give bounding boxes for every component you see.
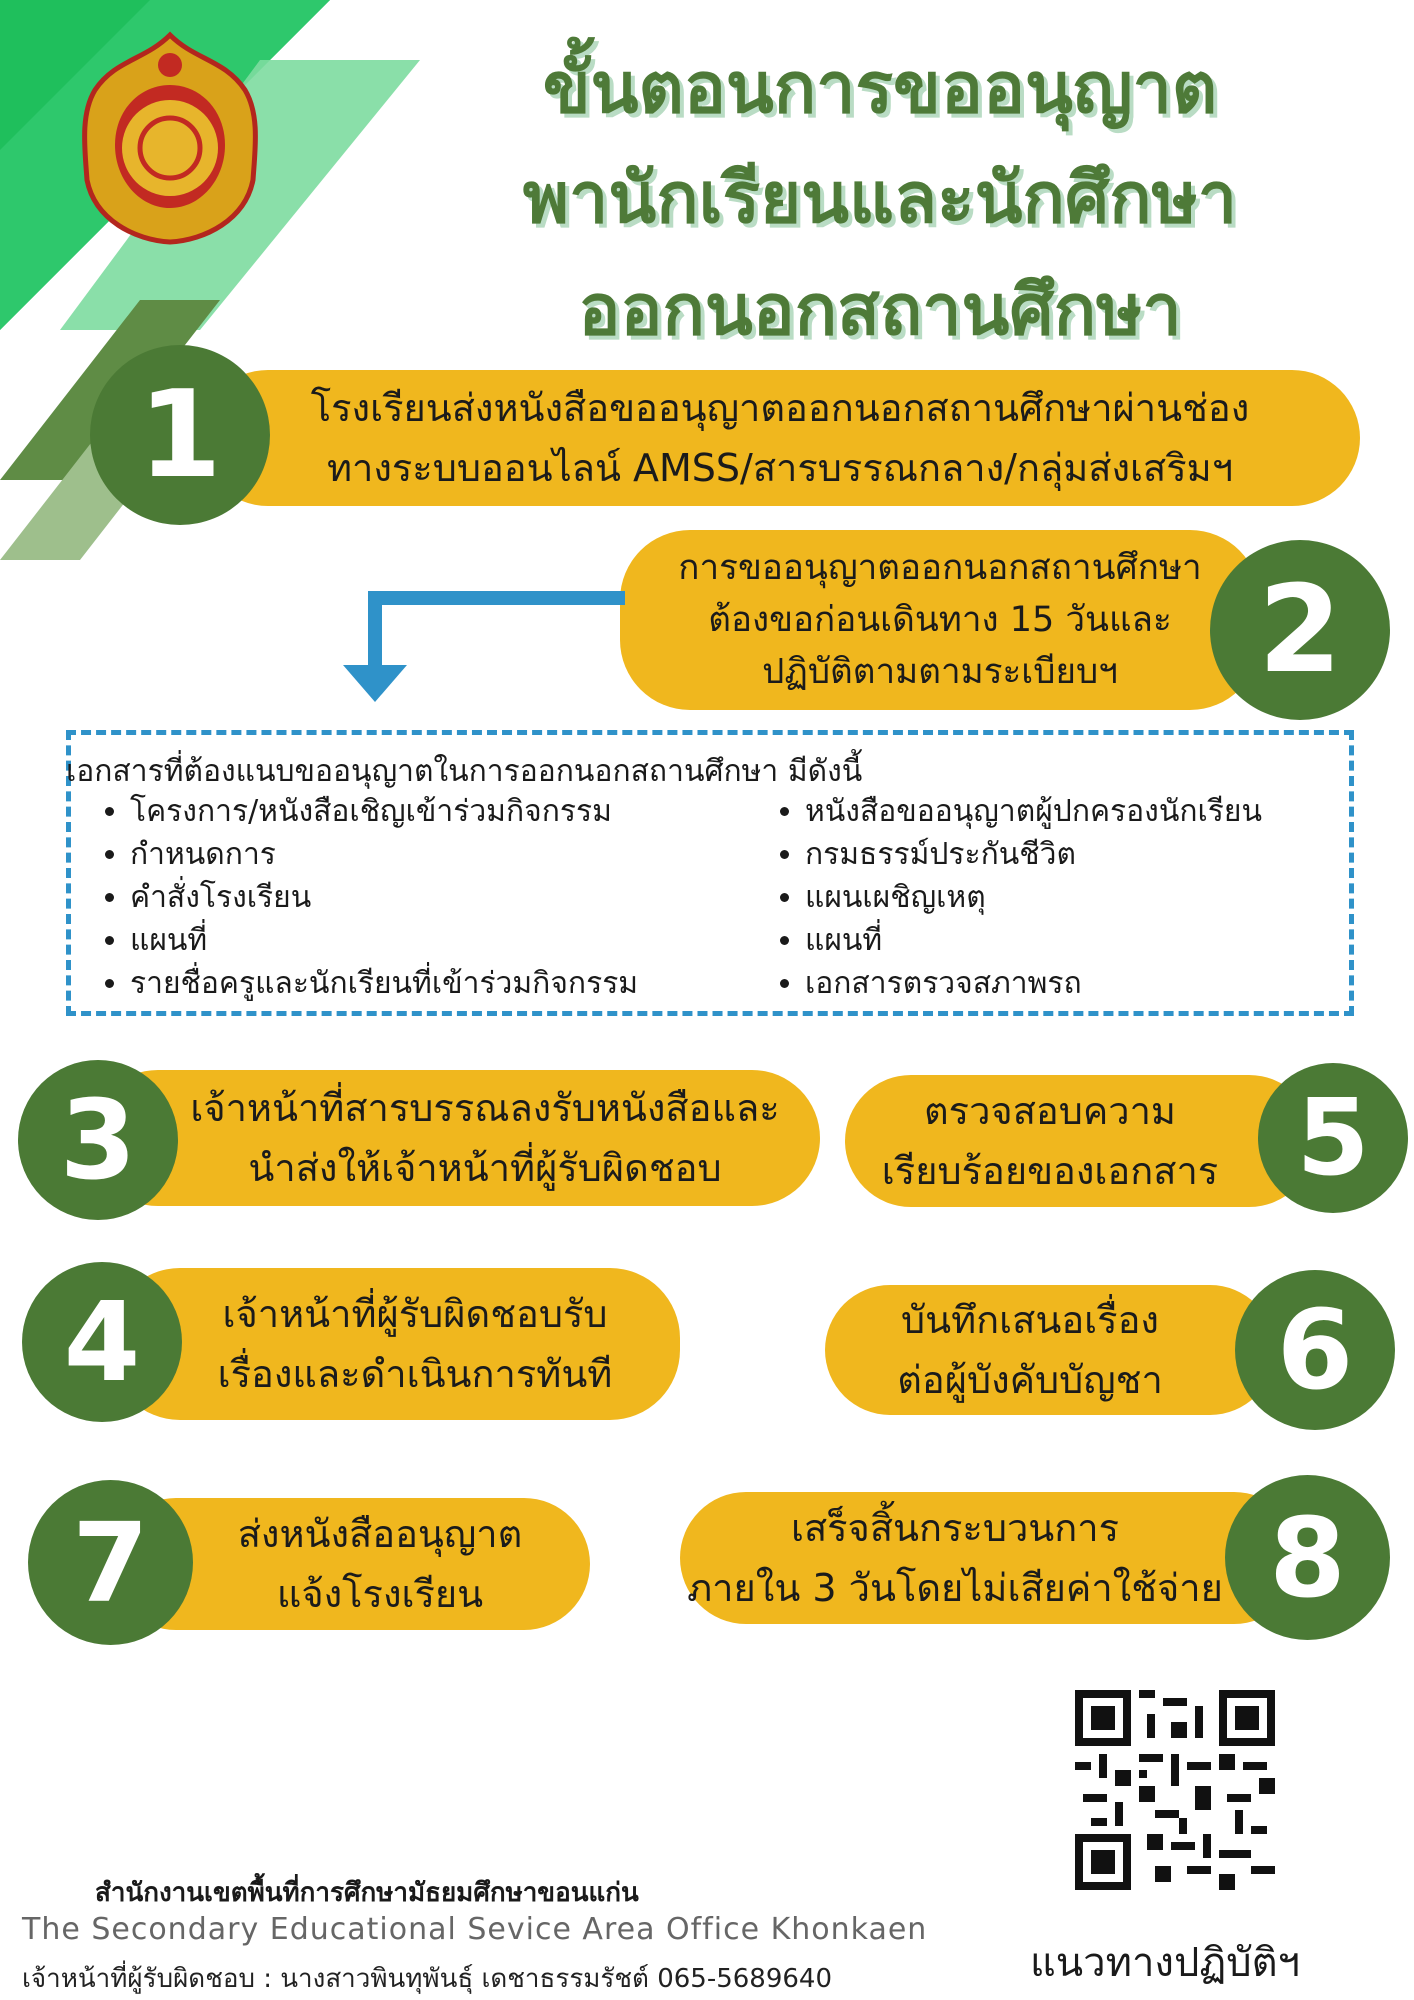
step-7-text-line-2: แจ้งโรงเรียน	[276, 1572, 484, 1616]
documents-right-list	[745, 790, 1262, 1005]
step-4-text-line-1: เจ้าหน้าที่ผู้รับผิดชอบรับ	[222, 1292, 608, 1336]
page-title-line-2: พานักเรียนและนักศึกษา	[522, 157, 1238, 239]
step-3-text-line-1: เจ้าหน้าที่สารบรรณลงรับหนังสือและ	[190, 1086, 780, 1130]
step-8-box	[680, 1492, 1300, 1624]
step-5-number: 5	[1258, 1063, 1408, 1213]
document-item: • รายชื่อครูและนักเรียนที่เข้าร่วมกิจกรรม	[130, 962, 638, 1005]
page-title-line-1: ขั้นตอนการขออนุญาต	[542, 47, 1218, 129]
step-3-text-line-2: นำส่งให้เจ้าหน้าที่ผู้รับผิดชอบ	[248, 1146, 722, 1190]
step-6-text-line-2: ต่อผู้บังคับบัญชา	[897, 1358, 1163, 1402]
step-5-text-line-2: เรียบร้อยของเอกสาร	[881, 1149, 1219, 1193]
document-item: • หนังสือขออนุญาตผู้ปกครองนักเรียน	[805, 790, 1262, 833]
step-4-number: 4	[22, 1262, 182, 1422]
document-item: • คำสั่งโรงเรียน	[130, 876, 638, 919]
document-item: • แผนที่	[805, 919, 1262, 962]
contact-person: เจ้าหน้าที่ผู้รับผิดชอบ : นางสาวพินทุพันธุ์ เดชาธรรมรัชต์ 065-5689640	[22, 1964, 832, 1994]
document-item: • แผนเผชิญเหตุ	[805, 876, 1262, 919]
step-5-box	[845, 1075, 1315, 1207]
document-item: • กำหนดการ	[130, 833, 638, 876]
step-6-text-line-1: บันทึกเสนอเรื่อง	[901, 1298, 1159, 1342]
document-item: • กรมธรรม์ประกันชีวิต	[805, 833, 1262, 876]
step-7-text-line-1: ส่งหนังสืออนุญาต	[237, 1512, 523, 1556]
step-2-text-line-2: ต้องขอก่อนเดินทาง 15 วันและ	[708, 600, 1172, 640]
step-1-text-line-1: โรงเรียนส่งหนังสือขออนุญาตออกนอกสถานศึกษาผ่านช่อง	[310, 386, 1250, 430]
step-2-text-line-1: การขออนุญาตออกนอกสถานศึกษา	[678, 548, 1202, 588]
qr-caption: แนวทางปฏิบัติฯ	[1030, 1940, 1301, 1986]
step-8-number: 8	[1225, 1475, 1390, 1640]
office-name-th: สำนักงานเขตพื้นที่การศึกษามัธยมศึกษาขอนแก่น	[95, 1878, 639, 1908]
down-arrow-icon	[335, 590, 635, 720]
step-7-number: 7	[28, 1480, 193, 1645]
document-item: • โครงการ/หนังสือเชิญเข้าร่วมกิจกรรม	[130, 790, 638, 833]
step-3-number: 3	[18, 1060, 178, 1220]
documents-heading: เอกสารที่ต้องแนบขออนุญาตในการออกนอกสถานศึกษา มีดังนี้	[66, 754, 863, 789]
ministry-emblem	[75, 30, 265, 245]
step-8-text-line-1: เสร็จสิ้นกระบวนการ	[790, 1506, 1120, 1550]
step-1-text-line-2: ทางระบบออนไลน์ AMSS/สารบรรณกลาง/กลุ่มส่งเสริมฯ	[326, 446, 1234, 490]
office-name-en: The Secondary Educational Sevice Area Office Khonkaen	[22, 1912, 928, 1947]
step-5-text-line-1: ตรวจสอบความ	[924, 1089, 1176, 1133]
document-item: • แผนที่	[130, 919, 638, 962]
page-title-line-3: ออกนอกสถานศึกษา	[578, 269, 1182, 351]
step-8-text-line-2: ภายใน 3 วันโดยไม่เสียค่าใช้จ่าย	[687, 1566, 1223, 1610]
qr-code[interactable]	[1075, 1690, 1275, 1890]
documents-left-list	[70, 790, 638, 1005]
step-4-box	[110, 1268, 680, 1420]
document-item: • เอกสารตรวจสภาพรถ	[805, 962, 1262, 1005]
step-2-box	[620, 530, 1260, 710]
step-2-number: 2	[1210, 540, 1390, 720]
step-4-text-line-2: เรื่องและดำเนินการทันที	[217, 1352, 613, 1396]
step-1-box	[200, 370, 1360, 506]
step-1-number: 1	[90, 345, 270, 525]
step-2-text-line-3: ปฏิบัติตามตามระเบียบฯ	[762, 652, 1118, 692]
step-3-box	[90, 1070, 820, 1206]
step-6-number: 6	[1235, 1270, 1395, 1430]
step-6-box	[825, 1285, 1275, 1415]
